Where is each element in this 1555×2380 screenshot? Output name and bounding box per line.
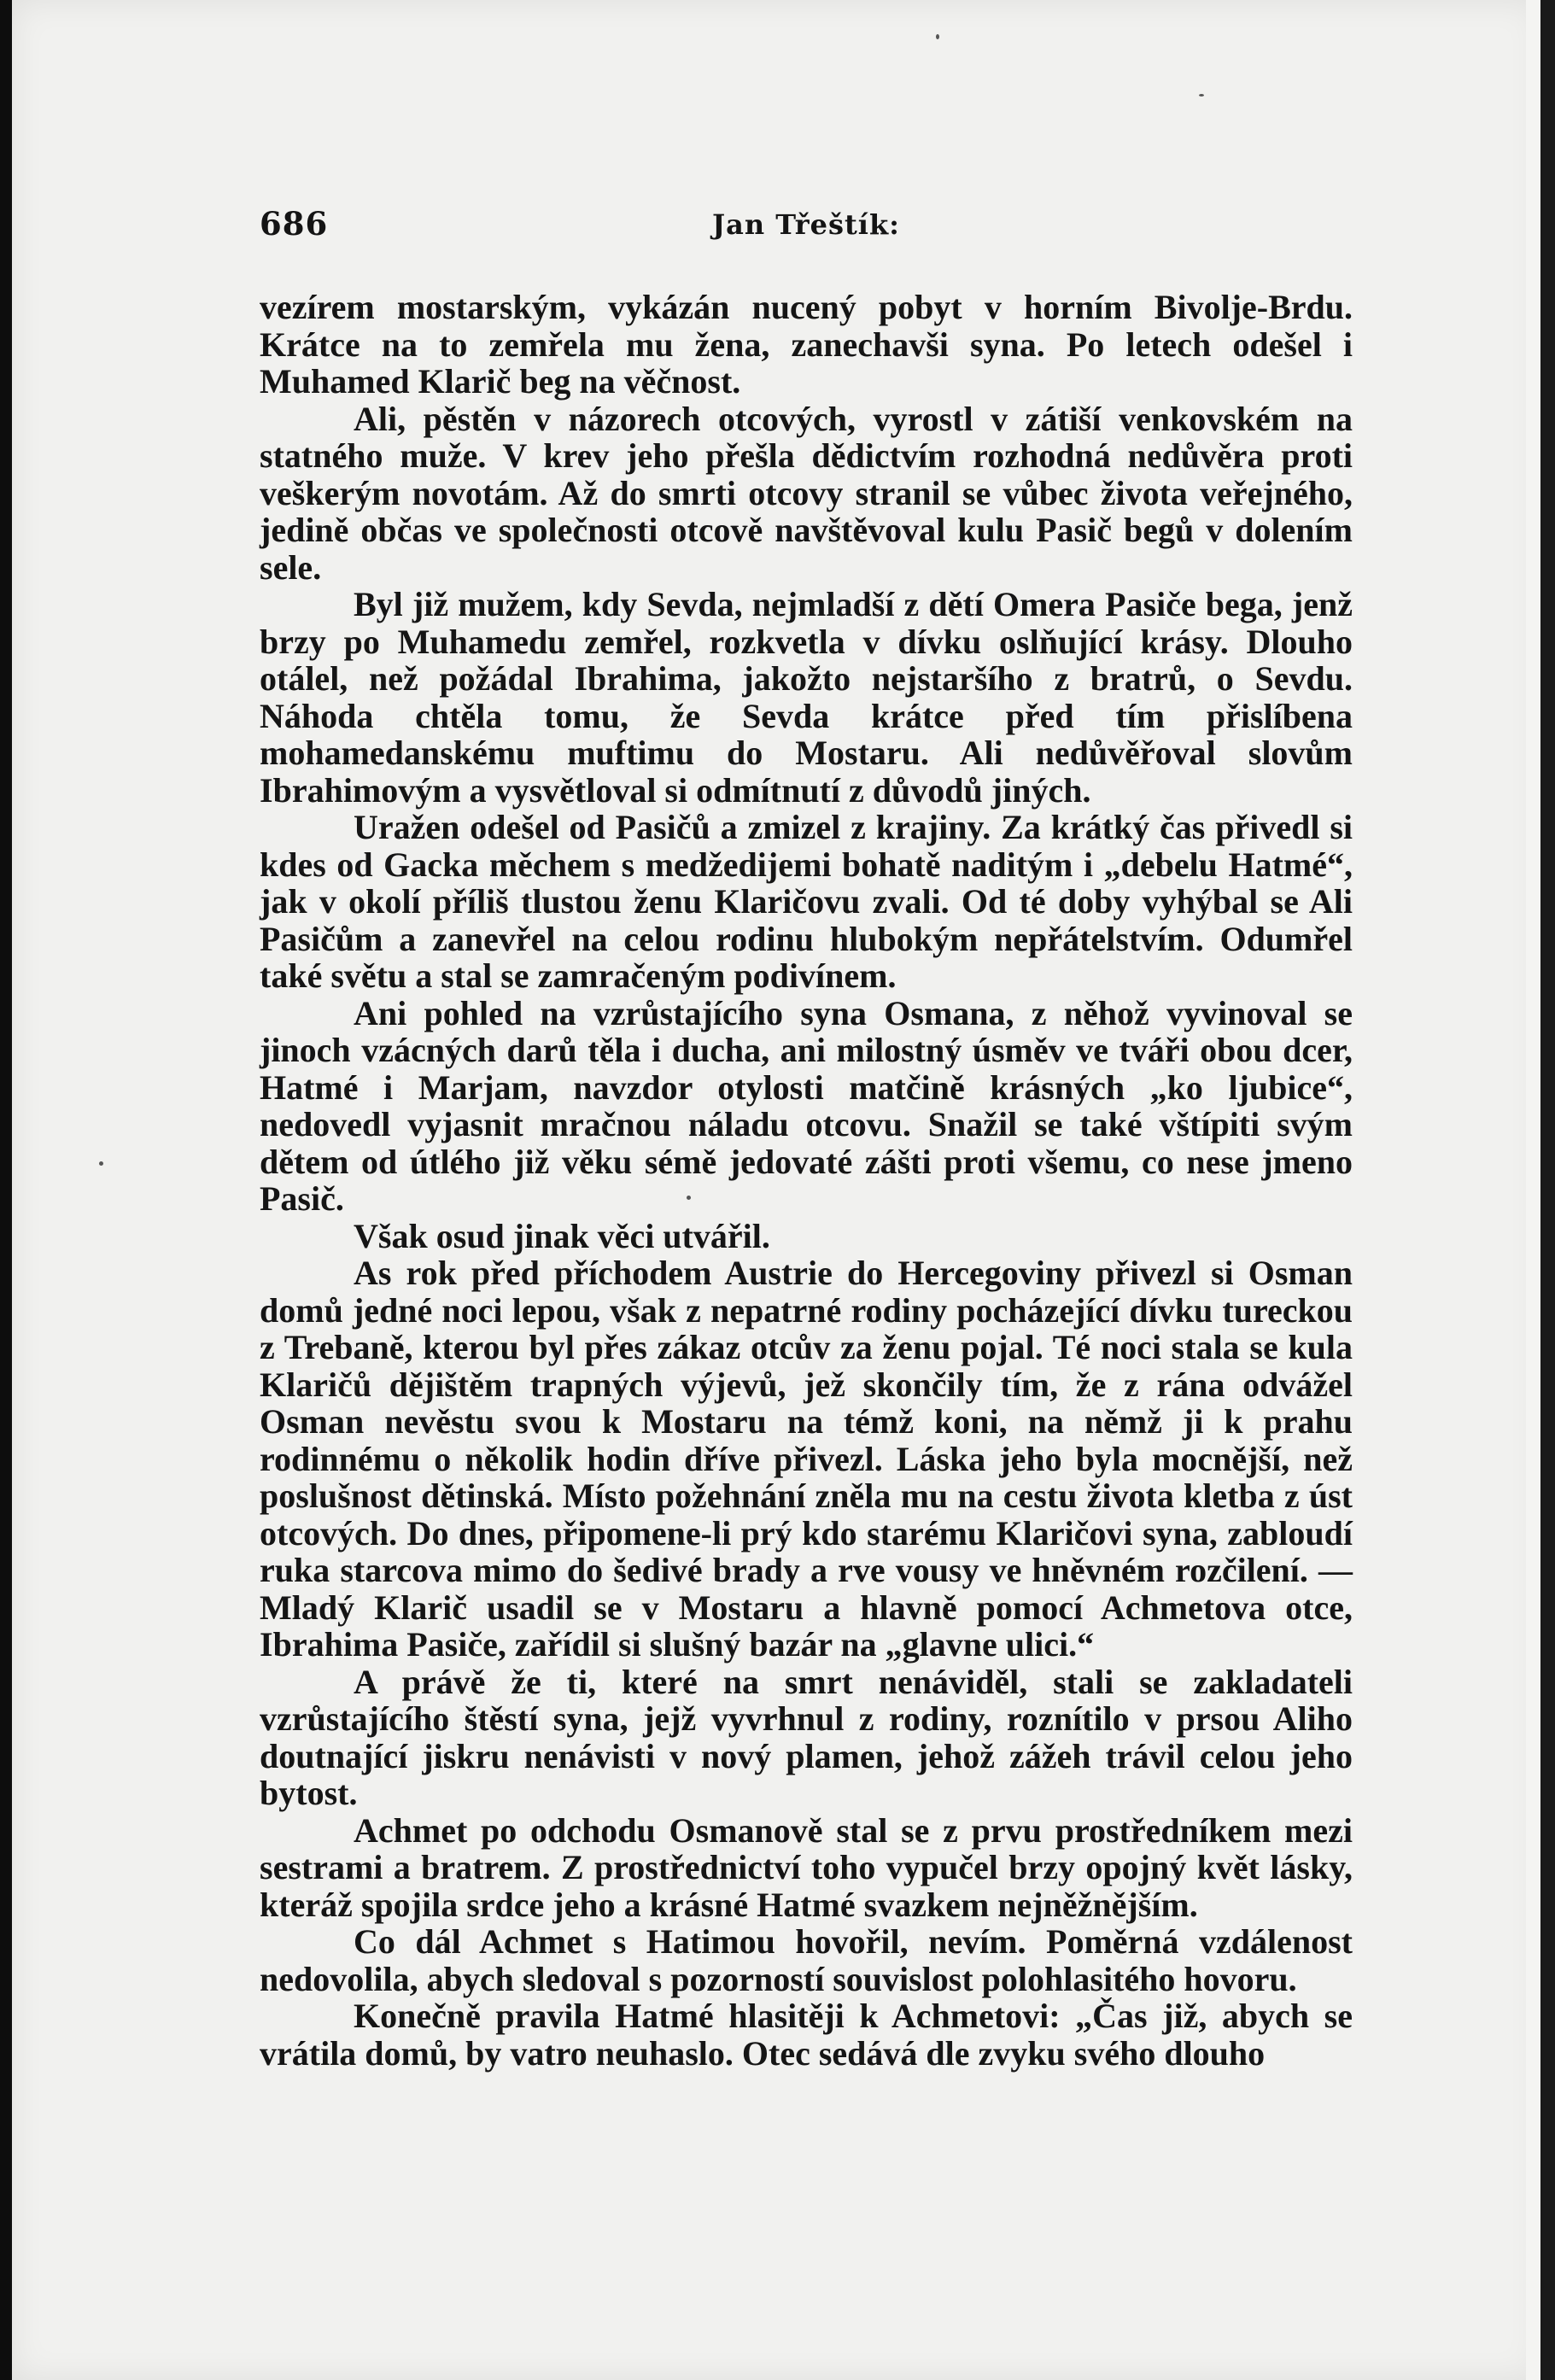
page-number: 686	[260, 205, 329, 243]
paragraph: Co dál Achmet s Hatimou hovořil, nevím. Poměrná vzdálenost nedovolila, abych sledoval s pozorností souvislost polohlasitého hovoru.	[260, 1922, 1353, 1998]
paragraph: vezírem mostarským, vykázán nucený pobyt v horním Bivolje-Brdu. Krátce na to zemřela mu žena, zanechavši syna. Po letech odešel i Muhamed Klarič beg na věčnost.	[260, 288, 1353, 401]
scan-left-border	[0, 0, 12, 2380]
paragraph: Však osud jinak věci utvářil.	[354, 1216, 770, 1255]
paragraph: Konečně pravila Hatmé hlasitěji k Achmetovi: „Čas již, abych se vrátila domů, by vatro neuhaslo. Otec sedává dle zvyku svého dlouho	[260, 1997, 1353, 2073]
paragraph: A právě že ti, které na smrt nenáviděl, stali se zakladateli vzrůstajícího štěstí syna, jejž vyvrhnul z rodiny, roznítilo v prsou Aliho doutnající jiskru nenávisti v nový plamen, jehož zážeh trávil celou jeho bytost.	[260, 1662, 1353, 1812]
paragraph: Uražen odešel od Pasičů a zmizel z krajiny. Za krátký čas přivedl si kdes od Gacka měchem s medžedijemi bohatě naditým i „debelu Hatmé“, jak v okolí příliš tlustou ženu Klaričovu zvali. Od té doby vyhýbal se Ali Pasičům a zanevřel na celou rodinu hlubokým nepřátelstvím. Odumřel také světu a stal se zamračeným podivínem.	[260, 808, 1353, 995]
paragraph: As rok před příchodem Austrie do Hercegoviny přivezl si Osman domů jedné noci lepou, však z nepatrné rodiny pocházející dívku tureckou z Trebaně, kterou byl přes zákaz otcův za ženu pojal. Té noci stala se kula Klaričů dějištěm trapných výjevů, jež skončily tím, že z rána odvážel Osman nevěstu svou k Mostaru na témž koni, na němž ji k prahu rodinnému o několik hodin dříve přivezl. Láska jeho byla mocnější, než poslušnost dětinská. Místo požehnání zněla mu na cestu života kletba z úst otcových. Do dnes, připomene-li prý kdo starému Klaričovi syna, zabloudí ruka starcova mimo do šedivé brady a rve vousy ve hněvném rozčilení. — Mladý Klarič usadil se v Mostaru a hlavně pomocí Achmetova otce, Ibrahima Pasiče, zařídil si slušný bazár na „glavne ulici.“	[260, 1254, 1353, 1664]
paragraph: Byl již mužem, kdy Sevda, nejmladší z dětí Omera Pasiče bega, jenž brzy po Muhamedu zemřel, rozkvetla v dívku oslňující krásy. Dlouho otálel, než požádal Ibrahima, jakožto nejstaršího z bratrů, o Sevdu. Náhoda chtěla tomu, že Sevda krátce před tím přislíbena mohamedanskému muftimu do Mostaru. Ali nedůvěřoval slovům Ibrahimovým a vysvětloval si odmítnutí z důvodů jiných.	[260, 585, 1353, 810]
running-head: Jan Třeštík:	[712, 208, 900, 241]
paragraph: Achmet po odchodu Osmanově stal se z prvu prostředníkem mezi sestrami a bratrem. Z prostřednictví toho vypučel brzy opojný květ lásky, kteráž spojila srdce jeho a krásné Hatmé svazkem nejněžnějším.	[260, 1810, 1353, 1924]
paragraph: Ani pohled na vzrůstajícího syna Osmana, z něhož vyvinoval se jinoch vzácných darů těla i ducha, ani milostný úsměv ve tváři obou dcer, Hatmé i Marjam, navzdor otylosti matčině krásných „ko ljubice“, nedovedl vyjasnit mračnou náladu otcovu. Snažil se také vštípiti svým dětem od útlého již věku sémě jedovaté zášti proti všemu, co nese jmeno Pasič.	[260, 993, 1353, 1218]
paragraph: Ali, pěstěn v názorech otcových, vyrostl v zátiší venkovském na statného muže. V krev jeho přešla dědictvím rozhodná nedůvěra proti veškerým novotám. Až do smrti otcovy stranil se vůbec života veřejného, jedině občas ve společnosti otcově navštěvoval kulu Pasič begů v dolením sele.	[260, 399, 1353, 587]
page-header	[260, 205, 1353, 243]
dust-speck	[936, 34, 939, 39]
page-right-edge	[1526, 0, 1540, 2380]
dust-speck	[1199, 94, 1204, 96]
body-text	[260, 289, 1353, 2072]
dust-speck	[99, 1161, 103, 1166]
